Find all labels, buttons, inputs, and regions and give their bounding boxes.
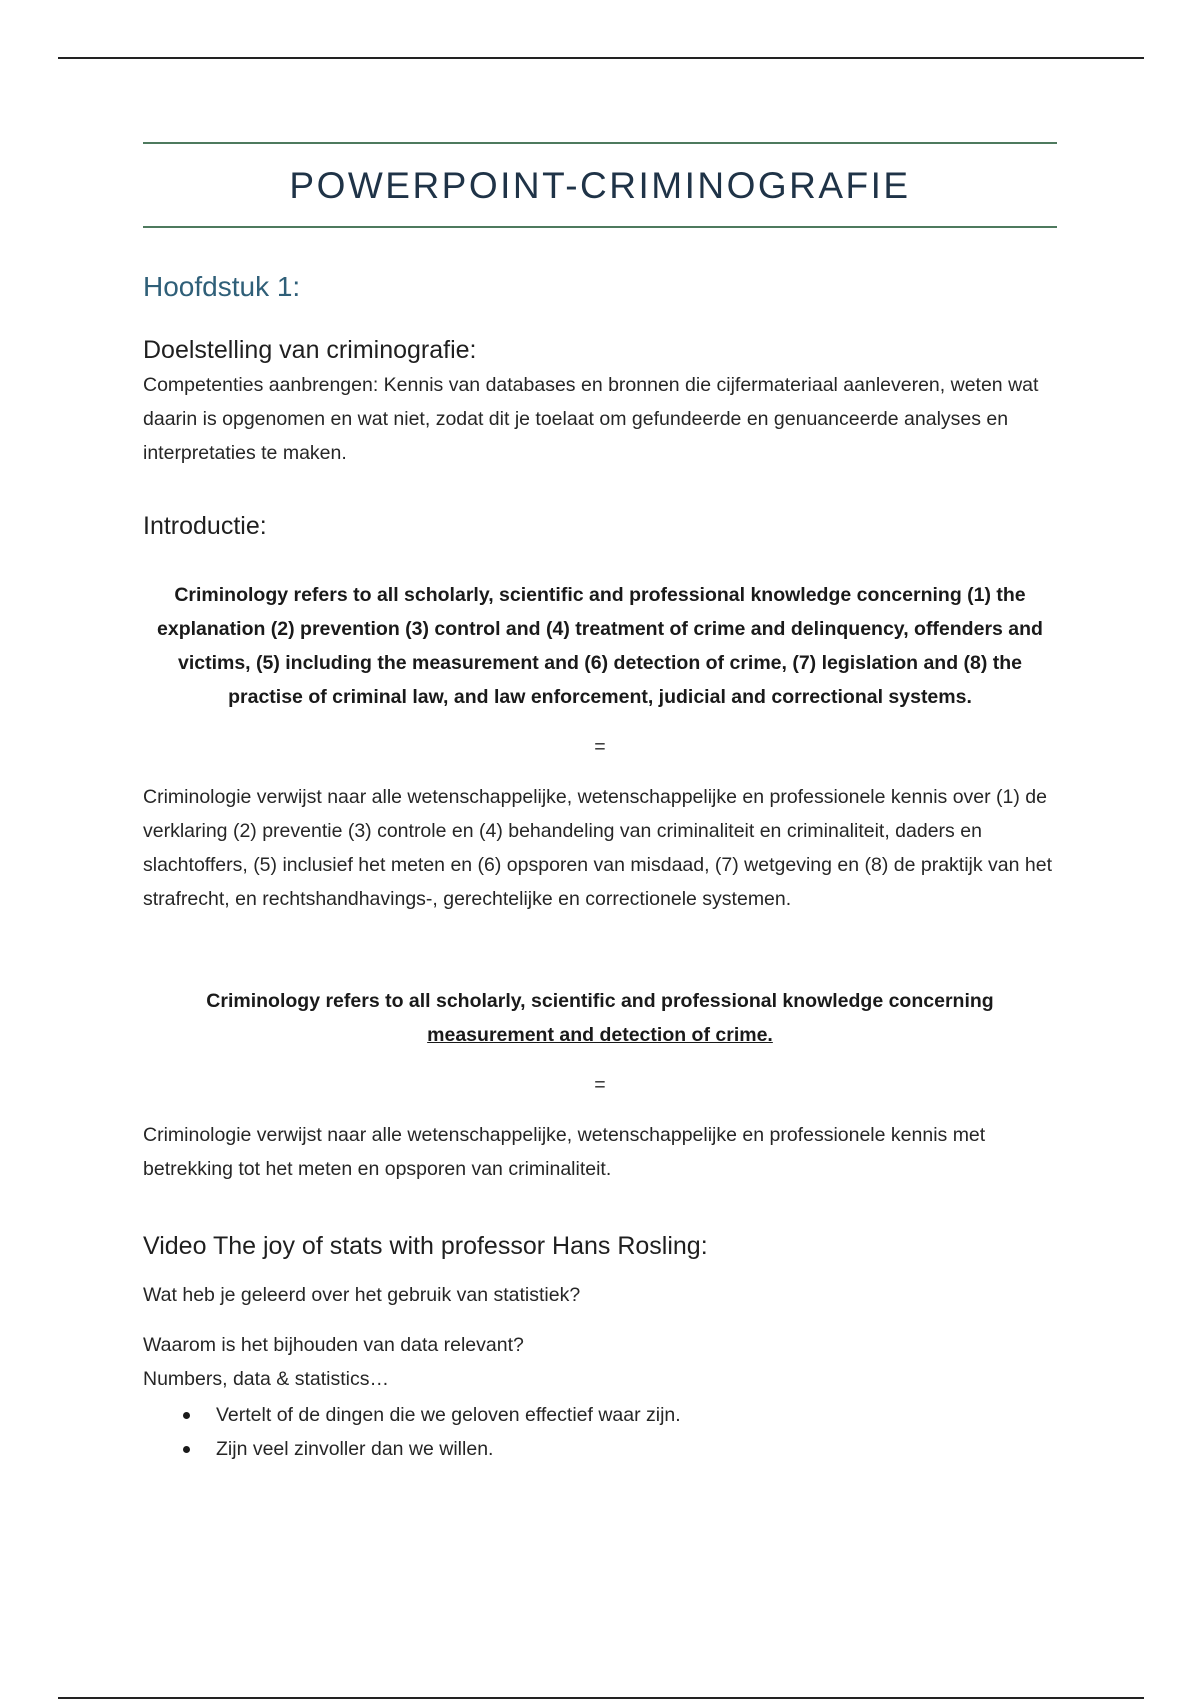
page-bottom-rule <box>58 1697 1144 1699</box>
page-top-rule <box>58 57 1144 59</box>
intro-heading: Introductie: <box>143 512 267 540</box>
question-statistics: Wat heb je geleerd over het gebruik van statistiek? <box>143 1284 581 1306</box>
bullet-icon <box>183 1446 190 1453</box>
video-heading: Video The joy of stats with professor Hans Rosling: <box>143 1232 708 1260</box>
criminology-definition-quote: Criminology refers to all scholarly, scientific and professional knowledge concerning (1) the explanation (2) prevention (3) control and (4) treatment of crime and delinquency, offenders and victims, (5) including the measurement and (6) detection of crime, (7) legislation and (8) the practise of criminal law, and law enforcement, judicial and correctional systems. <box>157 584 1043 708</box>
list-lead: Numbers, data & statistics… <box>143 1368 389 1390</box>
list-item <box>143 1432 1057 1466</box>
criminology-measurement-quote <box>143 984 1057 1052</box>
list-item-text: Vertelt of de dingen die we geloven effectief waar zijn. <box>216 1404 681 1426</box>
document-title: POWERPOINT-CRIMINOGRAFIE <box>289 165 911 206</box>
measurement-translation: Criminologie verwijst naar alle wetenschappelijke, wetenschappelijke en professionele kennis met betrekking tot het meten en opsporen van criminaliteit. <box>143 1124 986 1180</box>
document-body <box>143 142 1057 1466</box>
goal-heading: Doelstelling van criminografie: <box>143 336 477 364</box>
definition-translation: Criminologie verwijst naar alle wetenschappelijke, wetenschappelijke en professionele kennis over (1) de verklaring (2) preventie (3) controle en (4) behandeling van criminaliteit en criminaliteit, daders en slachtoffers, (5) inclusief het meten en (6) opsporen van misdaad, (7) wetgeving en (8) de praktijk van het strafrecht, en rechtshandhavings-, gerechtelijke en correctionele systemen. <box>143 786 1053 910</box>
equals-sign: = <box>594 736 606 758</box>
list-item <box>143 1398 1057 1432</box>
statistics-bullet-list <box>143 1398 1057 1466</box>
equals-sign-2: = <box>594 1074 606 1096</box>
list-item-text: Zijn veel zinvoller dan we willen. <box>216 1438 494 1460</box>
bullet-icon <box>183 1412 190 1419</box>
title-block <box>143 142 1057 228</box>
question-data-relevance: Waarom is het bijhouden van data relevant? <box>143 1334 524 1356</box>
goal-paragraph: Competenties aanbrengen: Kennis van databases en bronnen die cijfermateriaal aanleveren, weten wat daarin is opgenomen en wat niet, zodat dit je toelaat om gefundeerde en genuanceerde analyses en interpretaties te maken. <box>143 374 1039 464</box>
chapter-heading: Hoofdstuk 1: <box>143 271 301 302</box>
quote-underlined-part: measurement and detection of crime. <box>427 1024 773 1046</box>
quote-plain-part: Criminology refers to all scholarly, scientific and professional knowledge concerning <box>206 990 994 1012</box>
